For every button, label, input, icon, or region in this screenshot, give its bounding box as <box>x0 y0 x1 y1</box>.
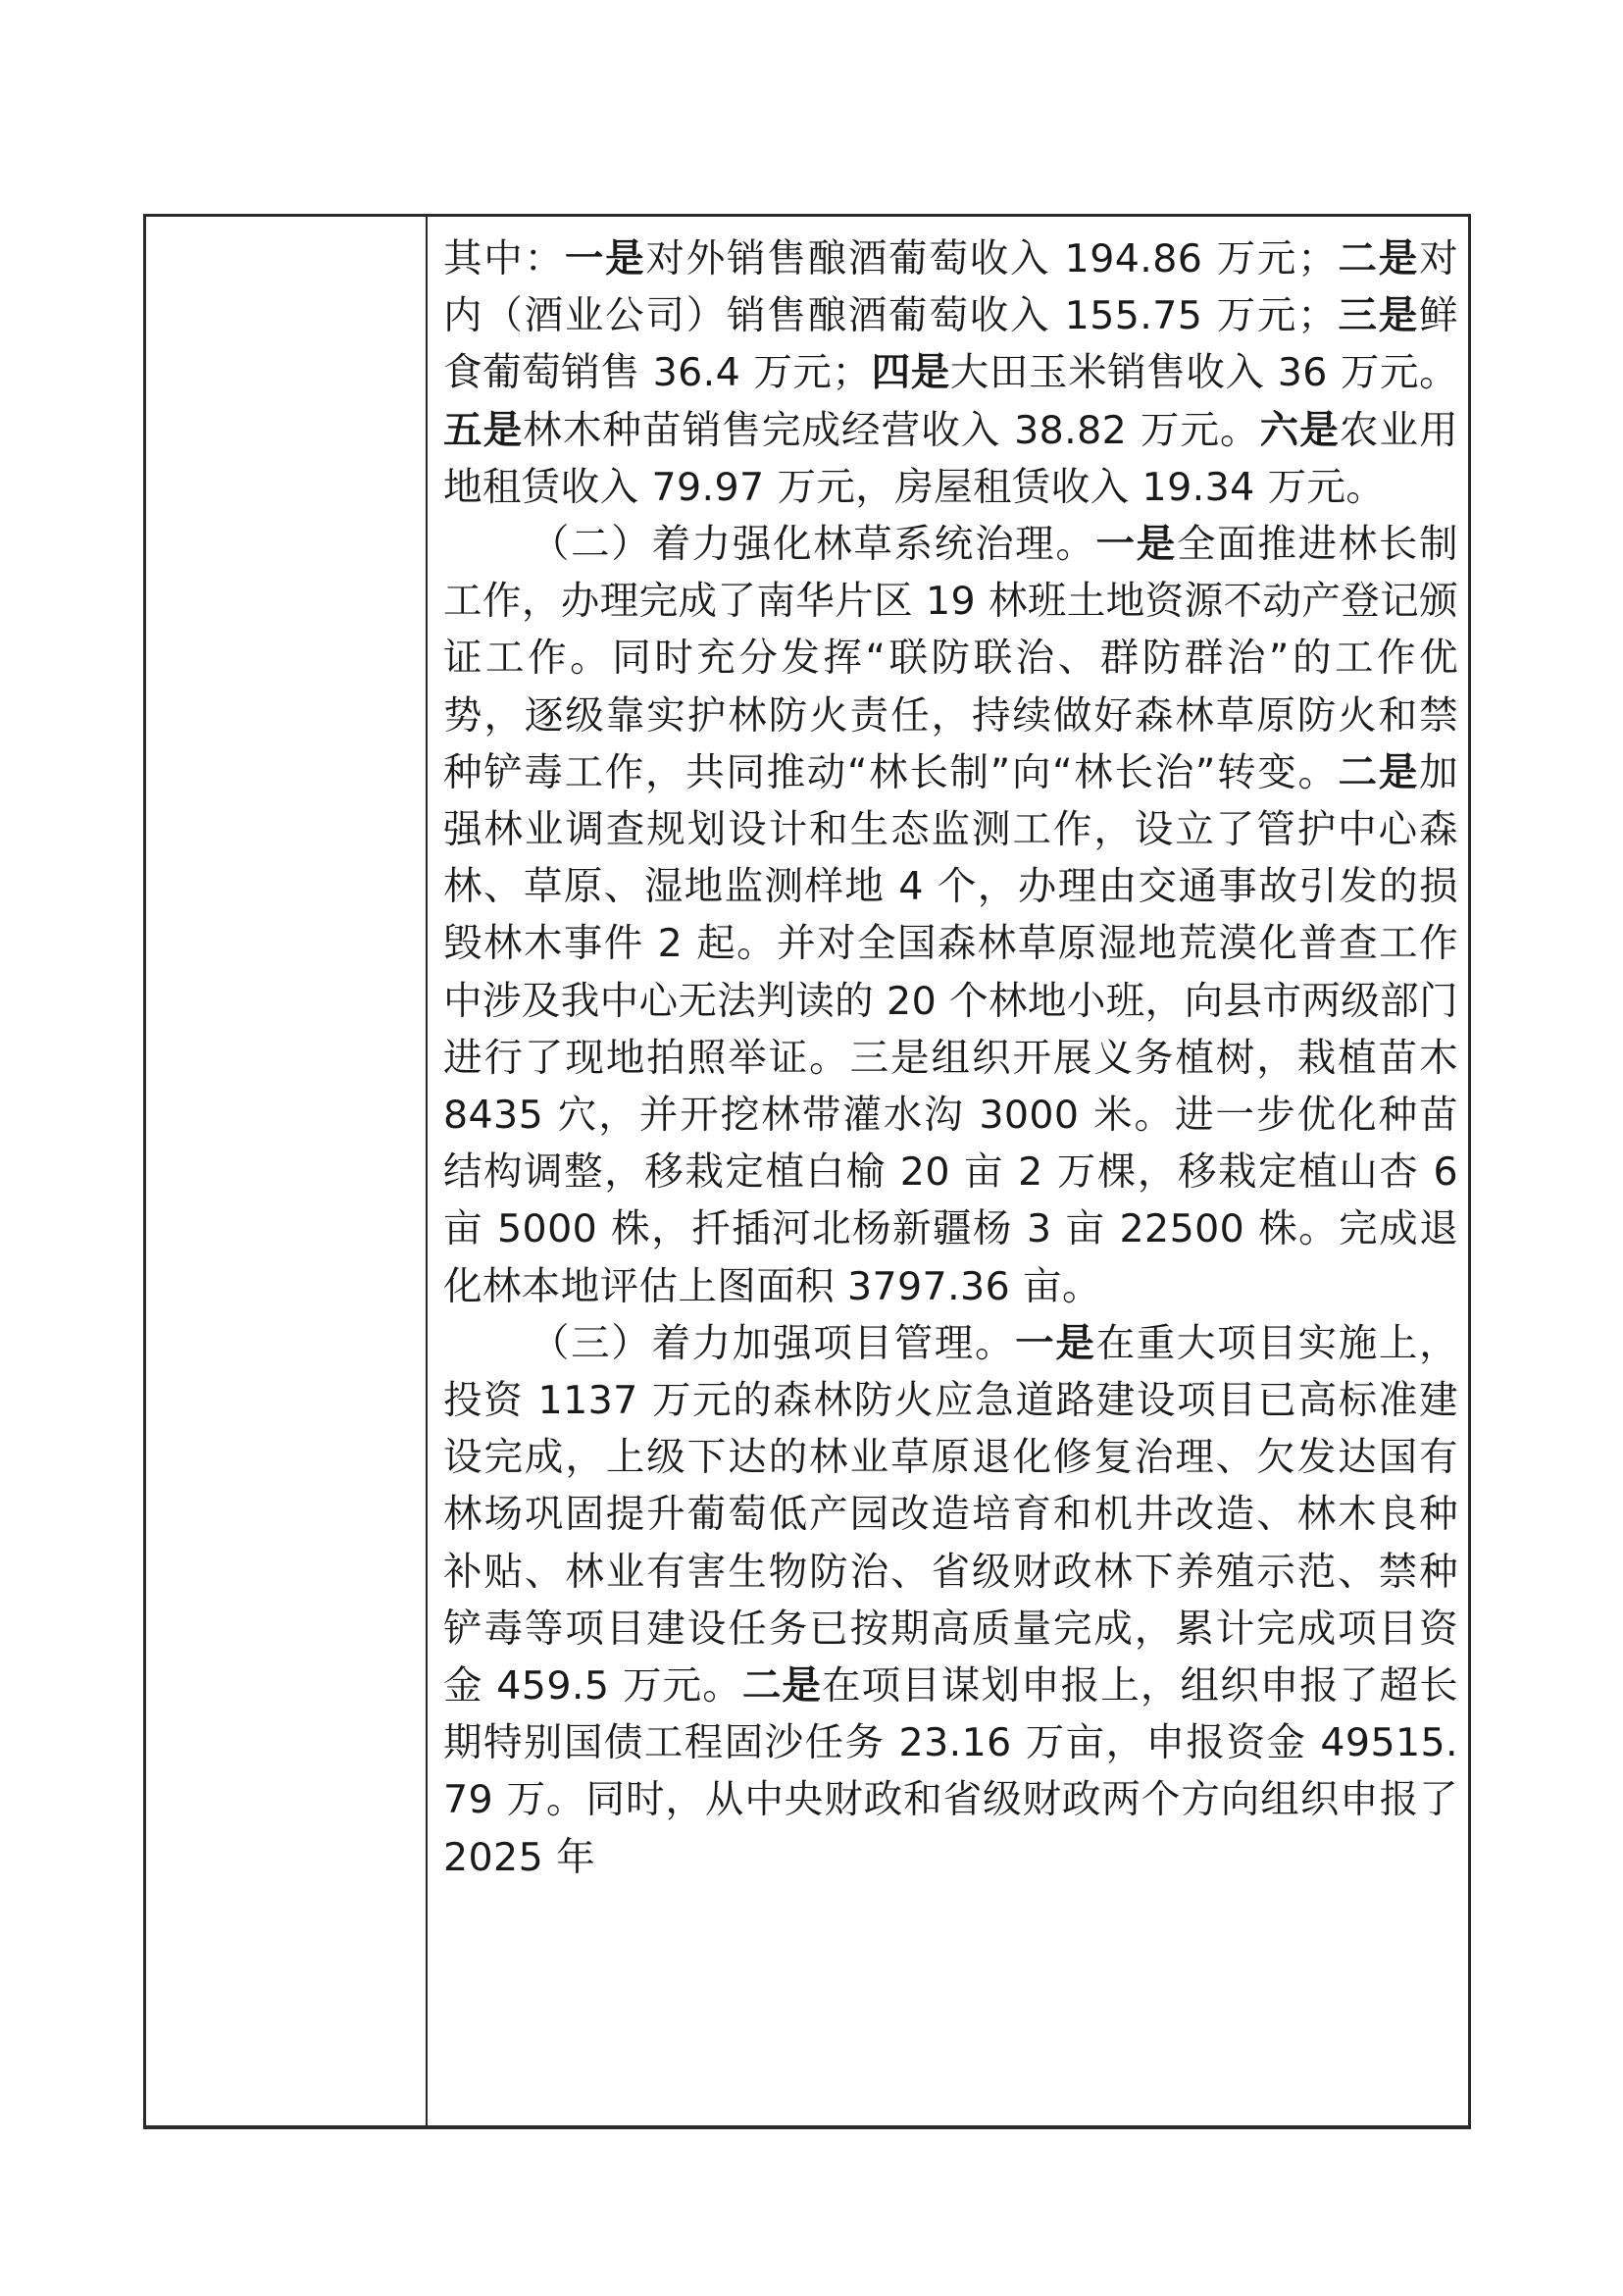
bold-run: 二是 <box>1338 749 1420 795</box>
bold-run: 六是 <box>1259 407 1340 453</box>
table-left-column <box>146 217 428 2125</box>
bold-run: 二是 <box>1337 236 1420 281</box>
text-run: 全面推进林长制工作，办理完成了南华片区 19 林班土地资源不动产登记颁证工作。同时充分发挥“联防联治、群防群治”的工作优势，逐级靠实护林防火责任，持续做好森林草原防火和禁种铲毒工作，共同推动“林长制”向“林长治”转变。 <box>443 522 1458 795</box>
text-run: 在项目谋划申报上，组织申报了超长期特别国债工程固沙任务 23.16 万亩，申报资金 49515.79 万。同时，从中央财政和省级财政两个方向组织申报了 2025 年 <box>443 1663 1459 1880</box>
text-run: 加强林业调查规划设计和生态监测工作，设立了管护中心森林、草原、湿地监测样地 4 个，办理由交通事故引发的损毁林木事件 2 起。并对全国森林草原湿地荒漠化普查工作中涉及我中心无法判读的 20 个林地小班，向县市两级部门进行了现地拍照举证。三是组织开展义务植树，栽植苗木 8435 穴，并开挖林带灌水沟 3000 米。进一步优化种苗结构调整，移栽定植白榆 20 亩 2 万棵，移栽定植山杏 6 亩 5000 株，扦插河北杨新疆杨 3 亩 22500 株。完成退化林本地评估上图面积 3797.36 亩。 <box>443 749 1458 1309</box>
bold-run: 一是 <box>1015 1320 1096 1366</box>
bold-run: 一是 <box>1095 522 1177 568</box>
bold-run: 一是 <box>564 236 646 281</box>
paragraph-income <box>443 230 1458 516</box>
paragraph-project-management <box>443 1315 1458 1886</box>
bold-run: 三是 <box>1337 293 1420 339</box>
text-run: 其中： <box>443 236 565 281</box>
bold-run: 四是 <box>871 350 950 396</box>
text-run: 林木种苗销售完成经营收入 38.82 万元。 <box>523 407 1260 453</box>
text-run: 在重大项目实施上，投资 1137 万元的森林防火应急道路建设项目已高标准建设完成，上级下达的林业草原退化修复治理、欠发达国有林场巩固提升葡萄低产园改造培育和机井改造、林木良种补贴、林业有害生物防治、省级财政林下养殖示范、禁种铲毒等项目建设任务已按期高质量完成，累计完成项目资金 459.5 万元。 <box>443 1320 1458 1709</box>
text-run: 农业用地租赁收入 79.97 万元，房屋租赁收入 19.34 万元。 <box>443 407 1458 510</box>
text-run: 鲜食葡萄销售 36.4 万元； <box>443 293 1458 396</box>
text-run: 对内（酒业公司）销售酿酒葡萄收入 155.75 万元； <box>443 236 1458 339</box>
paragraph-forest-grass-governance <box>443 516 1458 1315</box>
section-heading: （三）着力加强项目管理。 <box>530 1320 1016 1366</box>
section-heading: （二）着力强化林草系统治理。 <box>530 522 1096 568</box>
bold-run: 二是 <box>741 1663 823 1709</box>
text-run: 对外销售酿酒葡萄收入 194.86 万元； <box>645 236 1338 281</box>
table-frame <box>143 214 1471 2129</box>
text-run: 大田玉米销售收入 36 万元。 <box>949 350 1458 396</box>
bold-run: 五是 <box>443 407 524 453</box>
table-content-cell <box>430 217 1468 2125</box>
